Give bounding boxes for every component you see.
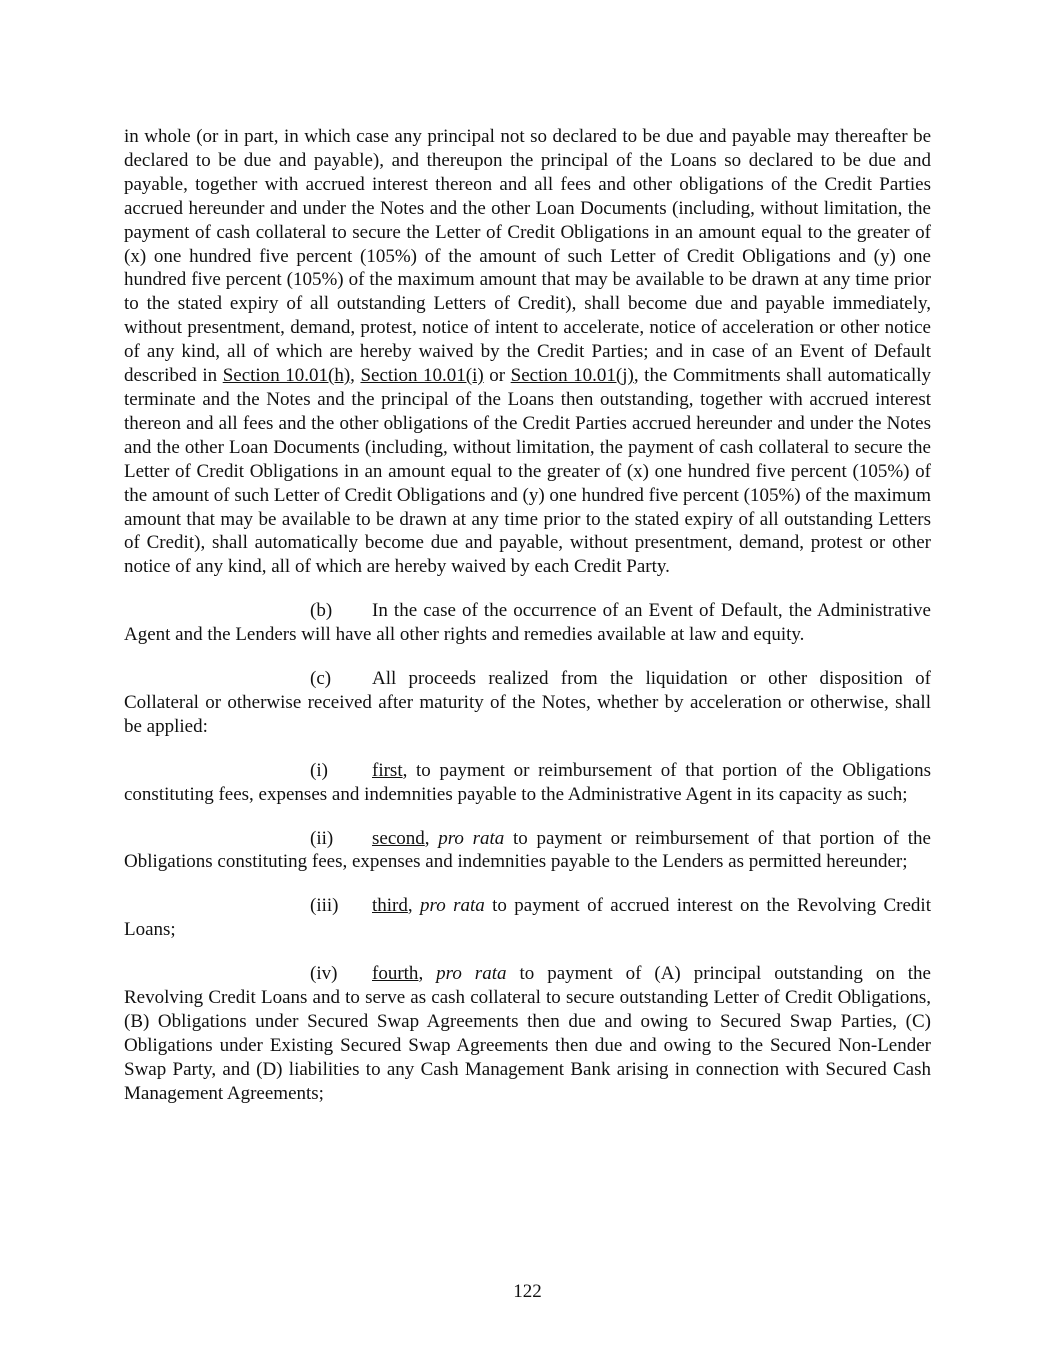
clause-label: (iii)	[310, 895, 339, 917]
section-reference: Section 10.01(h)	[222, 365, 351, 387]
separator: ,	[407, 895, 421, 917]
pro-rata-term: pro rata	[436, 963, 507, 985]
clause-label: (ii)	[310, 827, 334, 849]
clause-ordinal: third	[372, 895, 408, 917]
page-number: 122	[513, 1281, 542, 1302]
clause-iv	[124, 962, 931, 1105]
paragraph-a-continued	[124, 125, 931, 579]
clause-iii	[124, 894, 931, 942]
separator: ,	[350, 365, 361, 387]
section-reference: Section 10.01(i)	[360, 365, 484, 387]
paragraph-label: (c)	[310, 668, 332, 690]
separator: or	[483, 365, 511, 387]
clause-text: , to payment or reimbursement of that portion of the Obligations constituting fees, expenses and indemnities payable to the Administrative Agent in its capacity as such;	[124, 759, 931, 805]
clause-ordinal: fourth	[372, 963, 419, 985]
clause-ii	[124, 827, 931, 875]
clause-label: (i)	[310, 759, 328, 781]
section-reference: Section 10.01(j)	[510, 365, 634, 387]
paragraph-c	[124, 667, 931, 739]
document-page	[124, 125, 931, 1106]
clause-i	[124, 759, 931, 807]
clause-ordinal: second	[372, 827, 425, 849]
paragraph-text: In the case of the occurrence of an Event of Default, the Administrative Agent and the Lenders will have all other rights and remedies available at law and equity.	[124, 600, 931, 646]
pro-rata-term: pro rata	[438, 827, 505, 849]
clause-text: to payment of (A) principal outstanding on the Revolving Credit Loans and to serve as cash collateral to secure outstanding Letter of Credit Obligations, (B) Obligations under Secured Swap Agreements then due and owing to Secured Swap Parties, (C) Obligations under Existing Secured Swap Agreements then due and owing to the Secured Non-Lender Swap Party, and (D) liabilities to any Cash Management Bank arising in connection with Secured Cash Management Agreements;	[124, 963, 931, 1104]
paragraph-text: All proceeds realized from the liquidation or other disposition of Collateral or otherwise received after maturity of the Notes, whether by acceleration or otherwise, shall be applied:	[124, 668, 931, 737]
clause-ordinal: first	[372, 759, 403, 781]
pro-rata-term: pro rata	[420, 895, 485, 917]
paragraph-text: in whole (or in part, in which case any principal not so declared to be due and payable may thereafter be declared to be due and payable), and thereupon the principal of the Loans so declared to be due and payable, together with accrued interest thereon and all fees and other obligations of the Credit Parties accrued hereunder and under the Notes and the other Loan Documents (including, without limitation, the payment of cash collateral to secure the Letter of Credit Obligations in an amount equal to the greater of (x) one hundred five percent (105%) of the amount of such Letter of Credit Obligations and (y) one hundred five percent (105%) of the maximum amount that may be available to be drawn at any time prior to the stated expiry of all outstanding Letters of Credit), shall become due and payable immediately, without presentment, demand, protest, notice of intent to accelerate, notice of acceleration or other notice of any kind, all of which are hereby waived by the Credit Parties; and in case of an Event of Default described in	[124, 126, 931, 387]
paragraph-b	[124, 599, 931, 647]
clause-text: to payment of accrued interest on the Revolving Credit Loans;	[124, 895, 931, 941]
paragraph-text: , the Commitments shall automatically terminate and the Notes and the principal of the Loans then outstanding, together with accrued interest thereon and all fees and the other obligations of the Credit Parties accrued hereunder and under the Notes and the other Loan Documents (including, without limitation, the payment of cash collateral to secure the Letter of Credit Obligations in an amount equal to the greater of (x) one hundred five percent (105%) of the amount of such Letter of Credit Obligations and (y) one hundred five percent (105%) of the maximum amount that may be available to be drawn at any time prior to the stated expiry of all outstanding Letters of Credit), shall automatically become due and payable, without presentment, demand, protest or other notice of any kind, all of which are hereby waived by each Credit Party.	[124, 365, 932, 578]
clause-label: (iv)	[310, 963, 338, 985]
clause-text: to payment or reimbursement of that portion of the Obligations constituting fees, expenses and indemnities payable to the Lenders as permitted hereunder;	[124, 827, 931, 873]
separator: ,	[424, 827, 439, 849]
separator: ,	[418, 963, 437, 985]
paragraph-label: (b)	[310, 600, 333, 622]
